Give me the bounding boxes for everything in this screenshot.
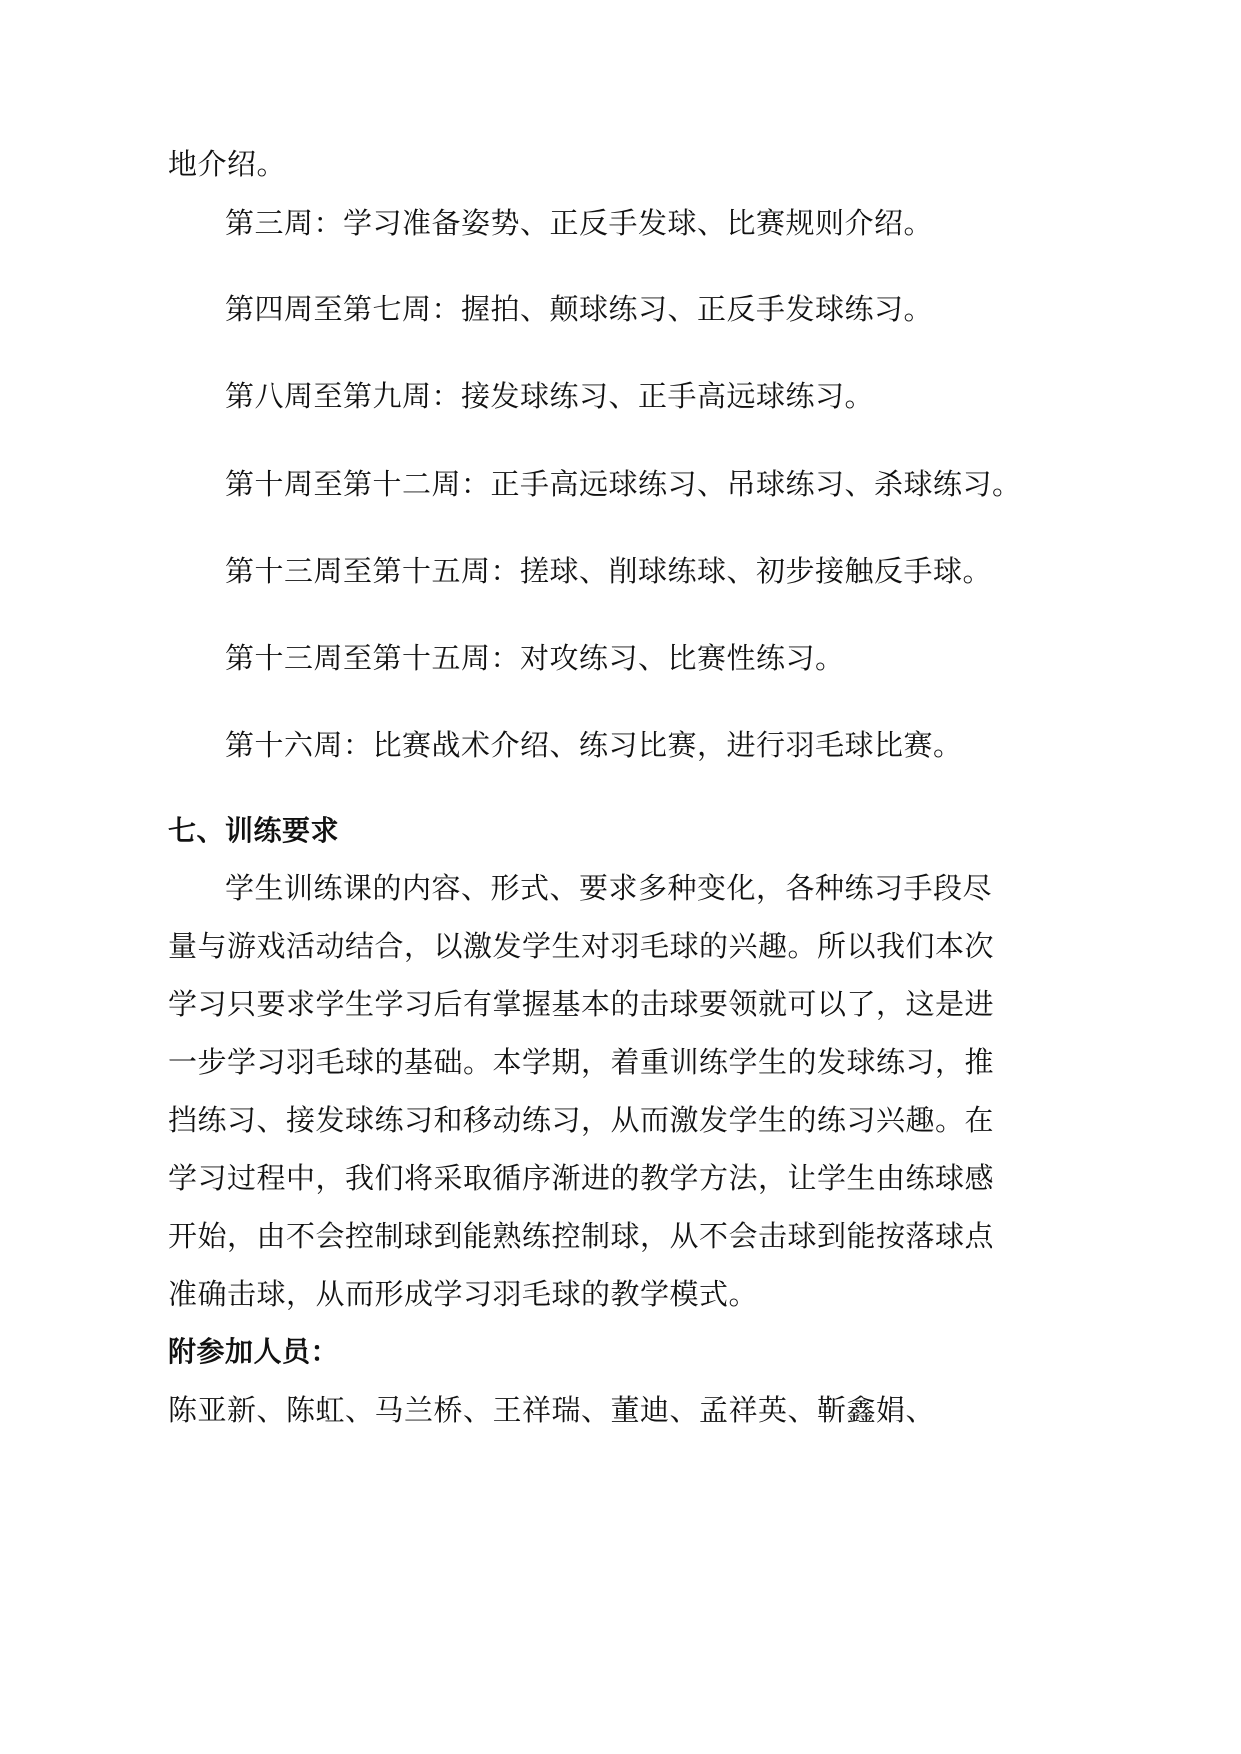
schedule-item-weeks-4-7: 第四周至第七周：握拍、颠球练习、正反手发球练习。 xyxy=(225,292,934,326)
schedule-item-weeks-10-12: 第十周至第十二周：正手高远球练习、吊球练习、杀球练习。 xyxy=(225,467,1022,501)
schedule-item-week-16: 第十六周：比赛战术介绍、练习比赛，进行羽毛球比赛。 xyxy=(225,728,963,762)
schedule-item-weeks-8-9: 第八周至第九周：接发球练习、正手高远球练习。 xyxy=(225,379,875,413)
participants-list: 陈亚新、陈虹、马兰桥、王祥瑞、董迪、孟祥英、靳鑫娟、 xyxy=(168,1393,936,1427)
participants-heading: 附参加人员： xyxy=(168,1335,340,1368)
schedule-item-weeks-13-15-b: 第十三周至第十五周：对攻练习、比赛性练习。 xyxy=(225,641,845,675)
paragraph-line-2: 量与游戏活动结合，以激发学生对羽毛球的兴趣。所以我们本次 xyxy=(168,929,995,963)
paragraph-line-7: 开始，由不会控制球到能熟练控制球，从不会击球到能按落球点 xyxy=(168,1219,995,1253)
paragraph-line-3: 学习只要求学生学习后有掌握基本的击球要领就可以了，这是进 xyxy=(168,987,995,1021)
continuation-text: 地介绍。 xyxy=(168,147,287,181)
paragraph-line-1: 学生训练课的内容、形式、要求多种变化，各种练习手段尽 xyxy=(225,871,993,905)
schedule-item-weeks-13-15-a: 第十三周至第十五周：搓球、削球练球、初步接触反手球。 xyxy=(225,554,993,588)
paragraph-line-4: 一步学习羽毛球的基础。本学期，着重训练学生的发球练习，推 xyxy=(168,1045,995,1079)
section-heading-training-requirements: 七、训练要求 xyxy=(168,814,340,847)
schedule-item-week-3: 第三周：学习准备姿势、正反手发球、比赛规则介绍。 xyxy=(225,206,934,240)
paragraph-line-6: 学习过程中，我们将采取循序渐进的教学方法，让学生由练球感 xyxy=(168,1161,995,1195)
paragraph-line-8: 准确击球，从而形成学习羽毛球的教学模式。 xyxy=(168,1277,759,1311)
paragraph-line-5: 挡练习、接发球练习和移动练习，从而激发学生的练习兴趣。在 xyxy=(168,1103,995,1137)
